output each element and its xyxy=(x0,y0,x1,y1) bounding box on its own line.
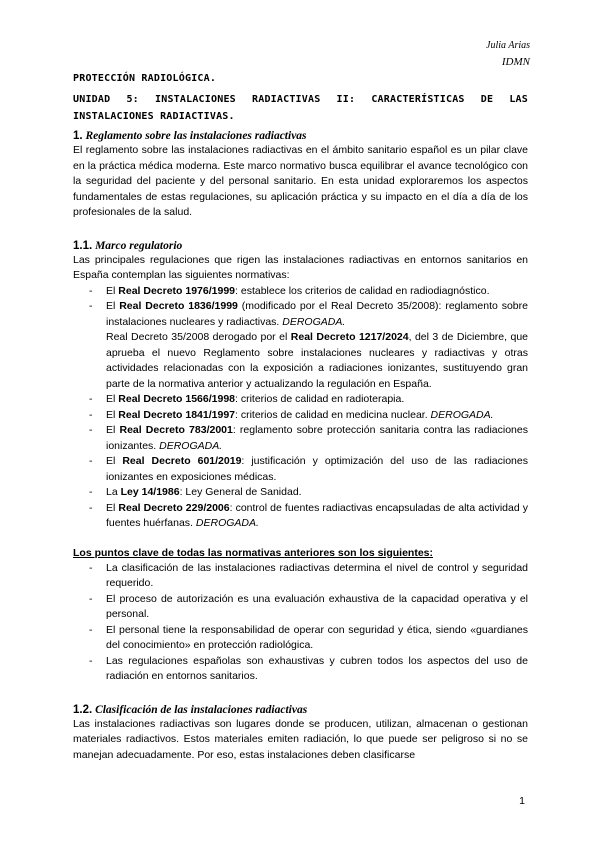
list-item: - Las regulaciones españolas son exhaustivas y cubren todos los aspectos del uso de radiación en entornos sanitarios. xyxy=(89,654,528,682)
dash-bullet: - xyxy=(89,623,93,636)
regulation-list xyxy=(73,284,528,532)
list-item: - El Real Decreto 1976/1999: establece los criterios de calidad en radiodiagnóstico. xyxy=(73,284,528,300)
derogada-tag: DEROGADA. xyxy=(159,439,223,452)
document-title: PROTECCIÓN RADIOLÓGICA. xyxy=(73,73,217,84)
list-item: - La clasificación de las instalaciones radiactivas determina el nivel de control y seguridad requerido. xyxy=(89,561,528,589)
list-item: - El Real Decreto 1836/1999 (modificado por el Real Decreto 35/2008): reglamento sobre instalaciones nucleares y radiactivas. DEROGADA. Real Decreto 35/2008 derogado por el Real Decreto 1217/2024, del 3 de Diciembre, que aprueba el nuevo Reglamento sobre instalaciones nucleares y radiactivas y otras actividades relacionadas con la exposición a radiaciones ionizantes, sustituyendo gran parte de la normativa anterior y actualizando la regulación en España. xyxy=(89,300,529,390)
list-item: - El Real Decreto 601/2019: justificación y optimización del uso de las radiaciones ionizantes en exposiciones médicas. xyxy=(89,455,528,483)
page-number: 1 xyxy=(519,795,525,807)
list-item: - El Real Decreto 229/2006: control de fuentes radiactivas encapsuladas de alta actividad y fuentes huérfanas. DEROGADA. xyxy=(89,501,528,529)
section-1-2-heading xyxy=(73,703,528,717)
keypoints-list xyxy=(73,561,528,685)
section-1-1-intro: Las principales regulaciones que rigen las instalaciones radiactivas en entornos sanitarios en España contemplan las siguientes normativas: xyxy=(73,253,528,281)
section-number: 1. xyxy=(73,130,83,142)
list-item: - La Ley 14/1986: Ley General de Sanidad. xyxy=(73,485,528,501)
section-1-heading xyxy=(73,129,528,143)
derogada-tag: DEROGADA. xyxy=(430,408,494,421)
dash-bullet: - xyxy=(89,486,93,498)
dash-bullet: - xyxy=(89,654,93,667)
dash-bullet: - xyxy=(89,455,93,467)
list-item: - El Real Decreto 783/2001: reglamento sobre protección sanitaria contra las radiaciones ionizantes. DEROGADA. xyxy=(89,424,528,452)
dash-bullet: - xyxy=(89,284,93,297)
dash-bullet: - xyxy=(89,300,93,312)
course-name: IDMN xyxy=(501,56,530,68)
author-header xyxy=(486,38,530,70)
unit-title: UNIDAD 5: INSTALACIONES RADIACTIVAS II: CARACTERÍSTICAS DE LAS INSTALACIONES RADIACTIVAS. xyxy=(73,94,528,122)
author-name: Julia Arias xyxy=(486,40,530,51)
section-1-2-paragraph: Las instalaciones radiactivas son lugares donde se producen, utilizan, almacenan o gestionan materiales radiactivos. Estos materiales emiten radiación, lo que puede ser peligroso si no se manejan adecuadamente. Por eso, estas instalaciones deben clasificarse xyxy=(73,717,528,761)
section-1-1-heading xyxy=(73,239,528,253)
document-body xyxy=(73,70,528,763)
section-title: Marco regulatorio xyxy=(95,239,183,252)
dash-bullet: - xyxy=(89,408,93,421)
derogada-tag: DEROGADA. xyxy=(195,517,259,529)
list-item: - El proceso de autorización es una evaluación exhaustiva de la capacidad operativa y el personal. xyxy=(89,592,528,620)
list-item: - El personal tiene la responsabilidad de operar con seguridad y ética, siendo «guardianes del conocimiento» en protección radiológica. xyxy=(89,623,528,651)
section-1-paragraph: El reglamento sobre las instalaciones radiactivas en el ámbito sanitario español es un pilar clave en la práctica médica moderna. Este marco normativo busca equilibrar el avance tecnológico con la seguridad del paciente y del personal sanitario. En esta unidad exploraremos los aspectos fundamentales de estas regulaciones, su aplicación práctica y su impacto en el día a día de los profesionales de la salud. xyxy=(73,144,528,218)
dash-bullet: - xyxy=(89,592,93,605)
dash-bullet: - xyxy=(89,501,93,514)
dash-bullet: - xyxy=(89,561,93,574)
list-item: - El Real Decreto 1841/1997: criterios de calidad en medicina nuclear. DEROGADA. xyxy=(73,408,528,424)
list-item: - El Real Decreto 1566/1998: criterios de calidad en radioterapia. xyxy=(73,392,528,408)
dash-bullet: - xyxy=(89,424,93,436)
derogada-tag: DEROGADA. xyxy=(282,315,346,328)
section-title: Reglamento sobre las instalaciones radiactivas xyxy=(85,130,307,142)
keypoints-heading: Los puntos clave de todas las normativas anteriores son los siguientes: xyxy=(73,546,434,559)
dash-bullet: - xyxy=(89,393,93,405)
section-number: 1.1. xyxy=(73,239,93,252)
section-title: Clasificación de las instalaciones radiactivas xyxy=(95,703,308,716)
section-number: 1.2. xyxy=(73,703,93,716)
